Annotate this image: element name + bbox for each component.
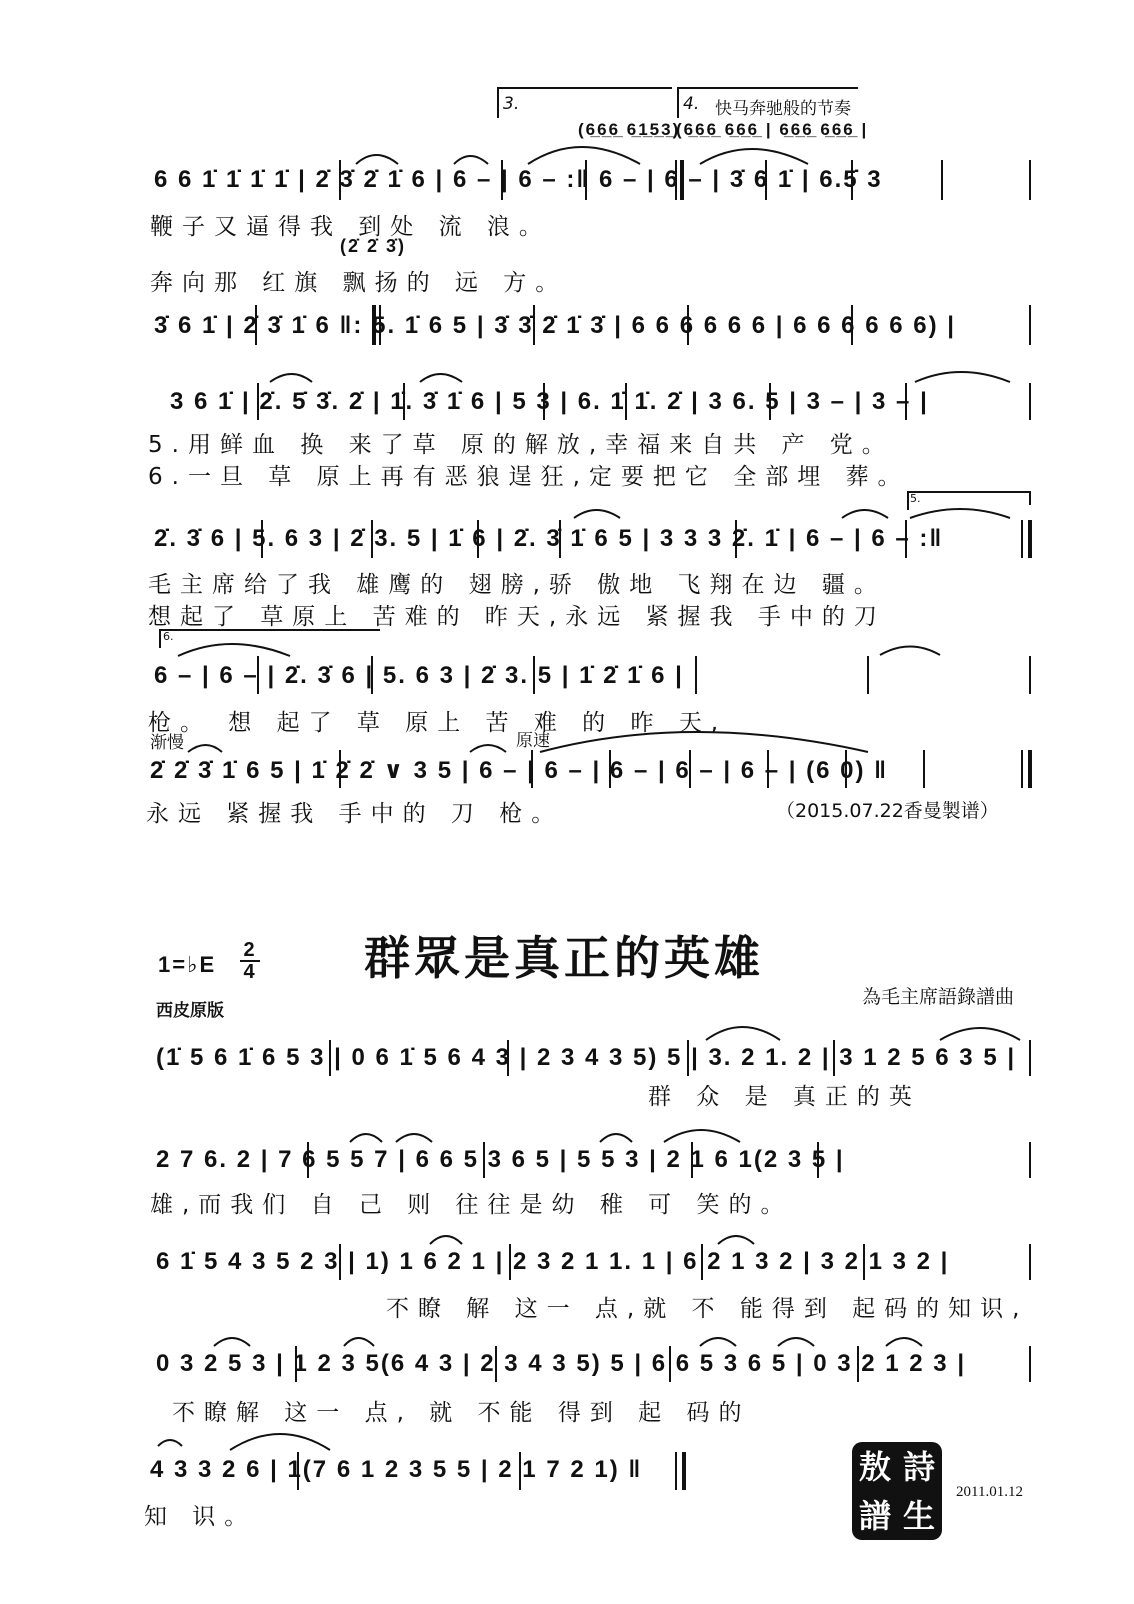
lower-lyric-row-3: 不瞭 解 这一 点,就 不 能得到 起码的知识, xyxy=(386,1296,1029,1322)
lyric-row-3b: 6.一旦 草 原上再有恶狼逞狂,定要把它 全部埋 葬。 xyxy=(148,464,910,490)
volta-bracket-6 xyxy=(160,630,380,648)
seal-stamp xyxy=(852,1442,942,1540)
lyric-row-4a: 毛主席给了我 雄鹰的 翅膀,骄 傲地 飞翔在边 疆。 xyxy=(148,572,886,598)
composer-credit: 為毛主席語錄譜曲 xyxy=(862,986,1015,1008)
date-stamp: 2011.01.12 xyxy=(956,1484,1023,1500)
lyric-row-1b: 奔向那 红旗 飘扬的 远 方。 xyxy=(150,270,568,296)
lower-lyric-row-4: 不瞭解 这一 点, 就 不能 得到 起 码的 xyxy=(172,1400,751,1426)
volta-bracket-3 xyxy=(498,88,672,118)
lyric-row-5: 枪。 想 起了 草 原上 苦 难 的 昨 天, xyxy=(148,710,728,736)
seal-char-4: 生 xyxy=(902,1496,935,1535)
intro-notes-b: (6̲6̲6̲ 6̲6̲6̲ | 6̲6̲6̲ 6̲6̲6̲ | xyxy=(676,120,869,139)
lower-lyric-row-2: 雄,而我们 自 己 则 往往是幼 稚 可 笑的。 xyxy=(150,1192,793,1218)
seal-char-3: 譜 xyxy=(858,1496,891,1535)
lyric-row-1a: 鞭子又逼得我 到处 流 浪。 xyxy=(150,214,551,240)
tempo-ritardando: 渐慢 xyxy=(150,733,184,753)
key-signature: 1=♭E xyxy=(158,952,217,977)
notation-row-2: 3̇ 6 1̇ | 2̇ 3̇ 1̇ 6 ‖: 5. 1̇ 6 5 | 3̇ 3̇ 2̇ 1̇ 3̇ | 6 6 6 6 6 6 | 6 6 6 6 6 6) | xyxy=(154,312,956,339)
lyric-row-4b: 想起了 草原上 苦难的 昨天,永远 紧握我 手中的刀 xyxy=(148,604,886,630)
lower-notation-row-3: 6 1̇ 5 4 3 5 2 3 | 1) 1 6 2 1 | 2 3 2 1 1. 1 | 6 2 1 3 2 | 3 2 1 3 2 | xyxy=(156,1248,950,1275)
song-title: 群眾是真正的英雄 xyxy=(364,931,764,985)
volta-label-4: 4. xyxy=(683,94,700,114)
volta-label-3: 3. xyxy=(503,94,520,114)
notation-row-1: 6 6 1̇ 1̇ 1̇ 1̇ | 2̇ 3̇ 2̇ 1̇ 6 | 6 – | 6 – :‖ 6 – | 6 – | 3̇ 6 1̇ | 6.5̇ 3 xyxy=(154,166,883,193)
seal-char-1: 敖 xyxy=(858,1447,891,1486)
tempo-marking: 快马奔驰般的节奏 xyxy=(715,99,851,119)
notation-row-6: 2̇ 2̇ 3̇ 1̇ 6 5 | 1̇ 2̇ 2̇ ∨ 3 5 | 6 – | 6 – | 6 – | 6 – | 6 – | (6 0) ‖ xyxy=(150,757,889,784)
lower-notation-row-5: 4 3 3 2 6 | 1(7 6 1 2 3 5 5 | 2 1 7 2 1) ‖ xyxy=(150,1456,643,1483)
lyric-row-3a: 5.用鲜血 换 来了草 原的解放,幸福来自共 产 党。 xyxy=(148,432,894,458)
notation-row-4: 2̇. 3̇ 6 | 5. 6 3 | 2̇ 3. 5 | 1̇ 6 | 2̇. 3̇ 1̇ 6 5 | 3 3 3 2̇. 1̇ | 6 – | 6 – :‖ xyxy=(154,525,944,552)
variant-notes: (2̇ 2̇ 3̇) xyxy=(340,236,407,256)
notation-row-5: 6 – | 6 – | 2̇. 3̇ 6 | 5. 6 3 | 2̇ 3. 5 | 1̇ 2̇ 1̇ 6 | xyxy=(154,662,684,689)
transcriber-credit: （2015.07.22香曼製谱） xyxy=(776,800,999,822)
volta-bracket-5 xyxy=(908,492,1030,510)
lower-lyric-row-5: 知 识。 xyxy=(144,1504,257,1530)
lyric-row-6: 永远 紧握我 手中的 刀 枪。 xyxy=(146,801,564,827)
lower-notation-row-1: (1̇ 5 6 1̇ 6 5 3 | 0 6 1̇ 5 6 4 3 | 2 3 4 3 5) 5 | 3. 2 1. 2 | 3 1 2 5 6 3 5 | xyxy=(156,1044,1017,1071)
tempo-a-tempo: 原速 xyxy=(516,731,550,751)
time-signature xyxy=(240,940,260,982)
notation-row-3: 3 6 1̇ | 2̇. 5̇ 3̇. 2̇ | 1̇. 3̇ 1̇ 6 | 5 3 | 6. 1̇ 1̇. 2̇ | 3 6. 5 | 3 – | 3 – | xyxy=(170,388,929,415)
volta-label-6: 6. xyxy=(163,630,174,643)
seal-char-2: 詩 xyxy=(902,1447,935,1486)
lower-lyric-row-1: 群 众 是 真正的英 xyxy=(648,1084,921,1110)
volta-label-5: 5. xyxy=(910,492,921,505)
lower-notation-row-4: 0 3 2 5 3 | 1 2 3 5(6 4 3 | 2 3 4 3 5) 5 | 6 6 5 3 6 5 | 0 3 2 1 2 3 | xyxy=(156,1350,967,1377)
version-label: 西皮原版 xyxy=(156,1001,224,1021)
lower-notation-row-2: 2 7 6. 2 | 7 6 5 5 7 | 6 6 5 3 6 5 | 5 5 3 | 2 1 6 1(2 3 5 | xyxy=(156,1146,845,1173)
time-signature-top: 2 xyxy=(243,939,257,961)
time-signature-bottom: 4 xyxy=(240,960,260,982)
intro-notes-a: (6̲6̲6̲ 6̲1̲5̲3̲) xyxy=(578,120,681,139)
